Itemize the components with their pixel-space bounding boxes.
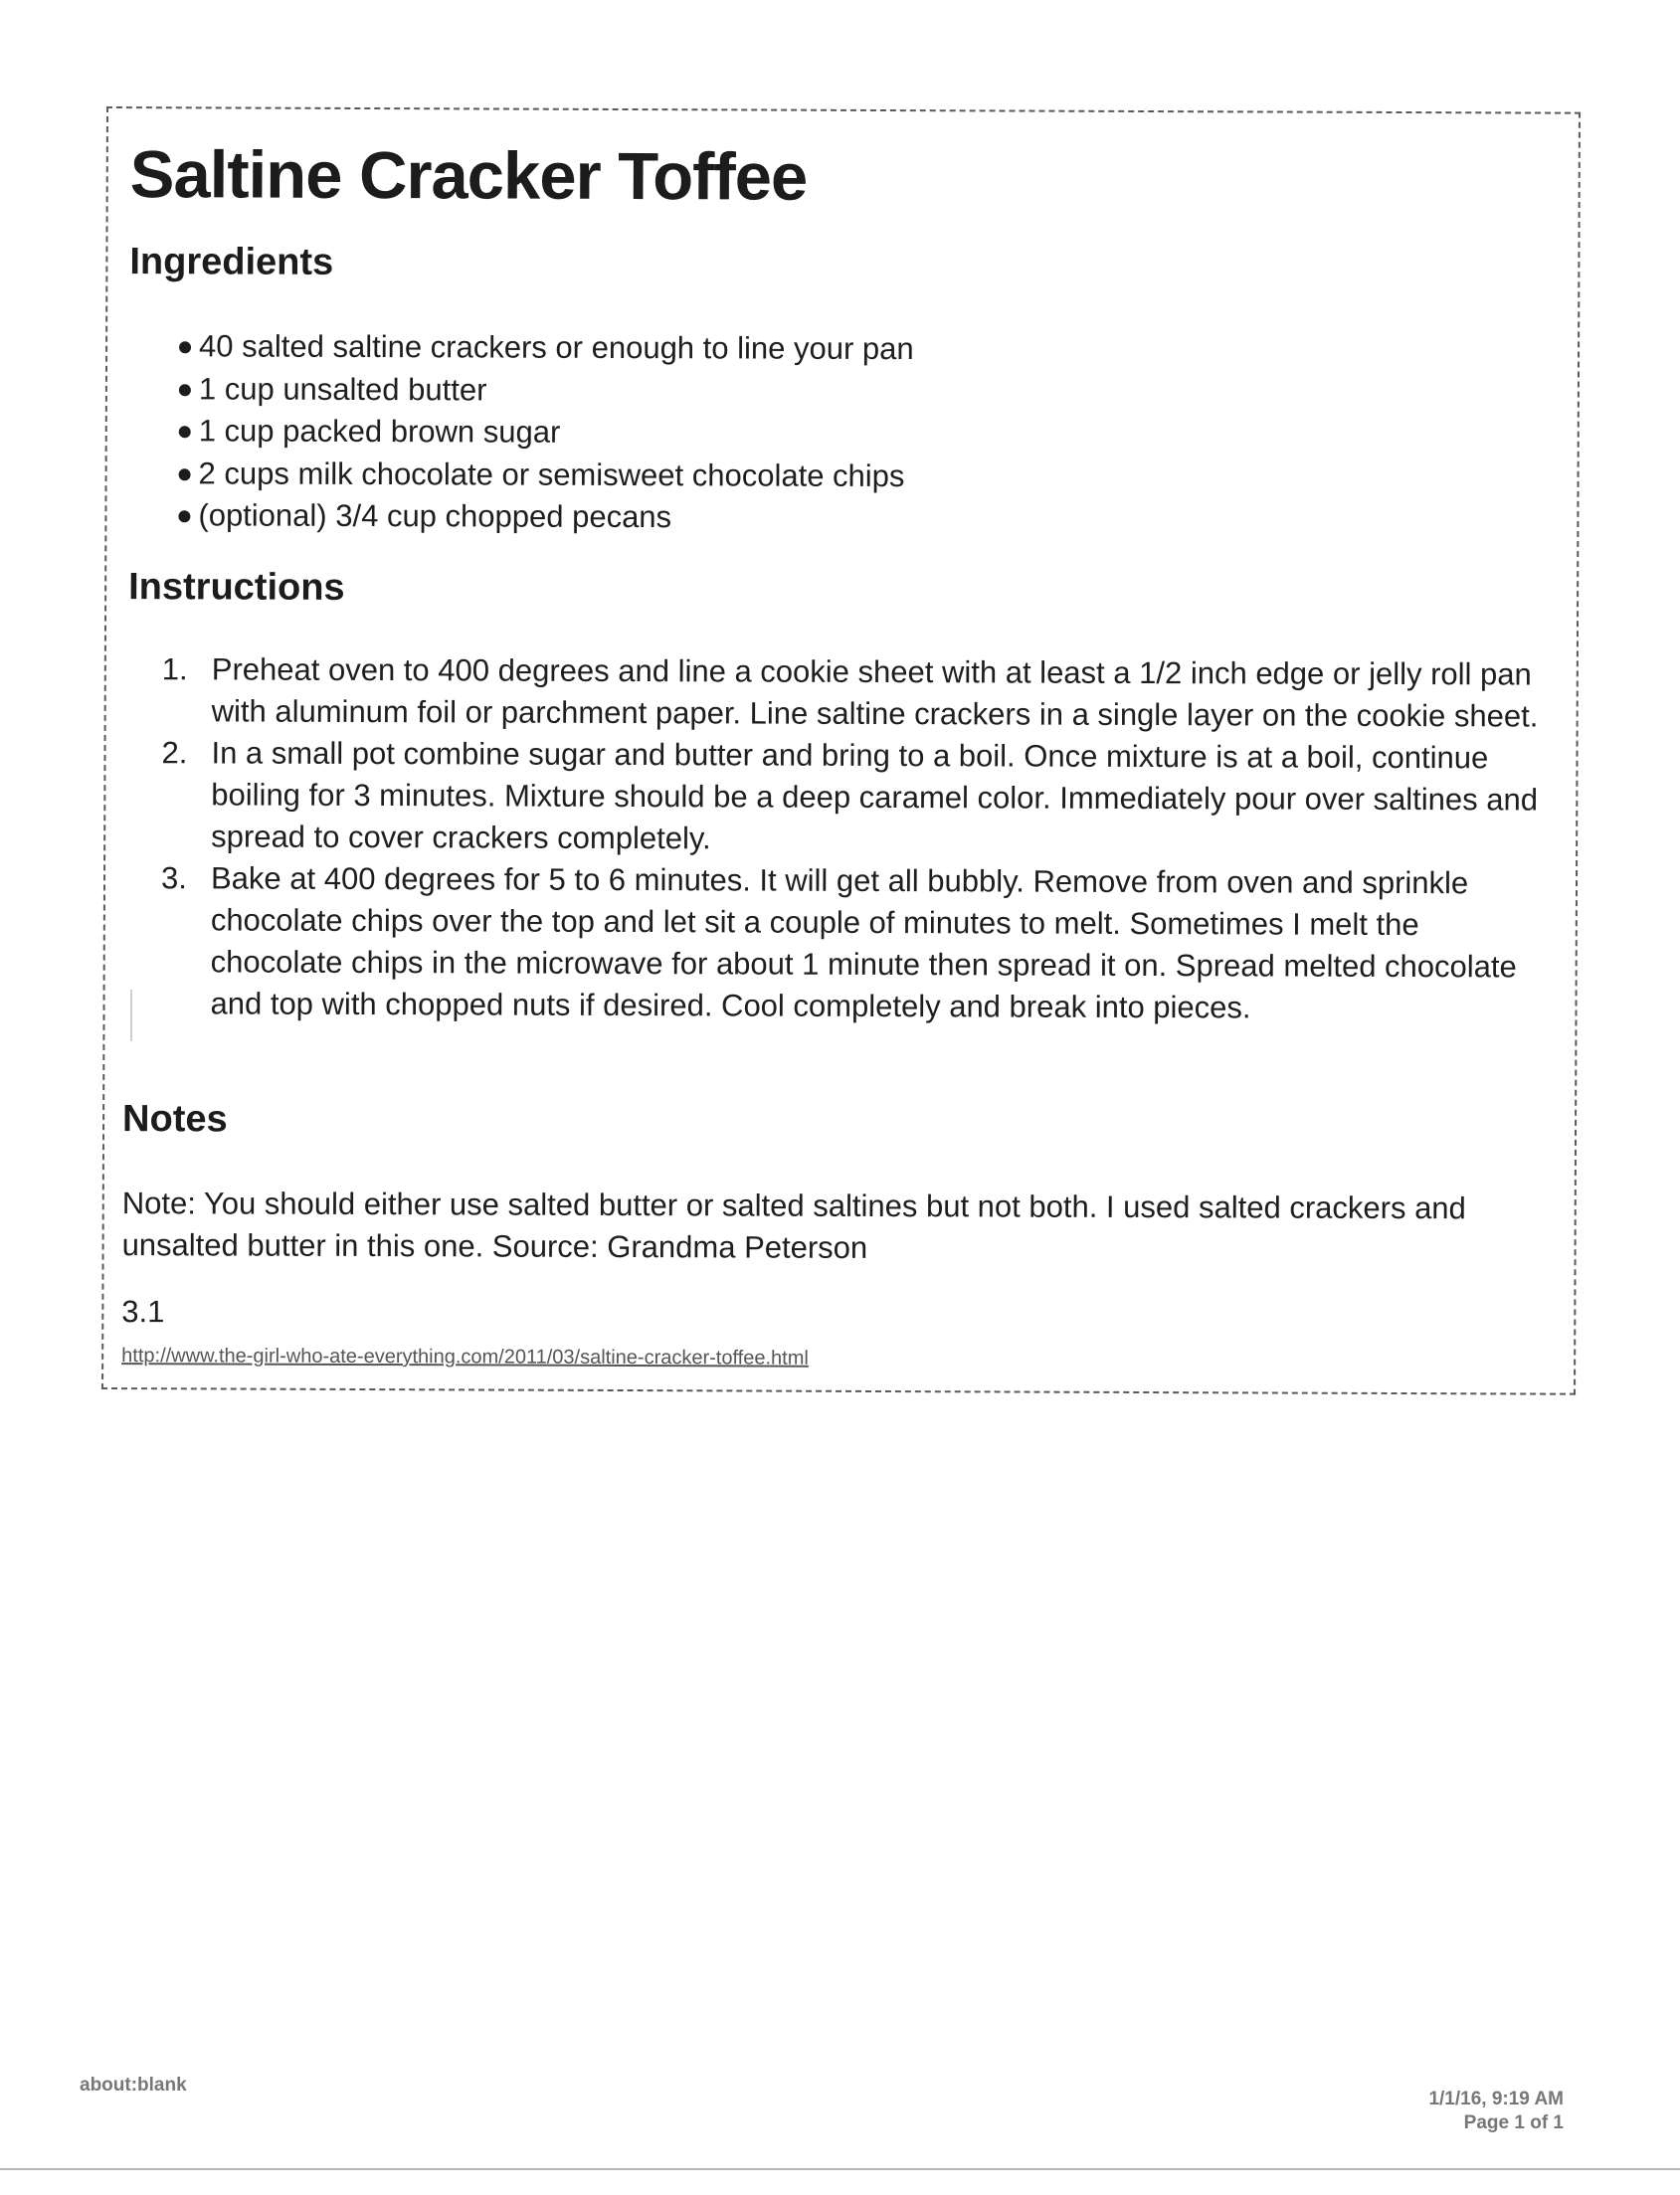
- ingredient-item: 40 salted saltine crackers or enough to line your pan: [155, 325, 914, 370]
- instructions-heading: Instructions: [128, 566, 345, 609]
- notes-heading: Notes: [122, 1098, 228, 1141]
- bullet-icon: [179, 384, 191, 396]
- step-text: In a small pot combine sugar and butter and bring to a boil. Once mixture is at a boil, continue boiling for 3 minutes. Mixture should be a deep caramel color. Immediately pour over saltines and spread to cover crackers completely.: [211, 735, 1539, 856]
- scan-mark: [130, 990, 132, 1041]
- instruction-step: [153, 732, 1546, 862]
- source-link[interactable]: http://www.the-girl-who-ate-everything.com/2011/03/saltine-cracker-toffee.html: [121, 1345, 809, 1370]
- ingredient-item: 1 cup packed brown sugar: [155, 410, 914, 455]
- step-number: 3.: [160, 860, 187, 896]
- instruction-step: [154, 648, 1547, 737]
- footer-meta: [1428, 2088, 1564, 2135]
- recipe-title: Saltine Cracker Toffee: [129, 137, 808, 215]
- ingredient-item: 2 cups milk chocolate or semisweet chocolate chips: [155, 453, 914, 497]
- footer-page-number: Page 1 of 1: [1463, 2112, 1564, 2133]
- footer-datetime: 1/1/16, 9:19 AM: [1428, 2089, 1564, 2109]
- instruction-step: [152, 857, 1546, 1029]
- notes-text: Note: You should either use salted butter or salted saltines but not both. I used salted crackers and unsalted butter in this one. Source: Grandma Peterson: [121, 1186, 1466, 1265]
- instructions-list: [152, 648, 1546, 1029]
- step-number: 2.: [161, 735, 188, 771]
- bullet-icon: [179, 468, 191, 480]
- ingredient-item: 1 cup unsalted butter: [155, 368, 914, 413]
- step-text: Preheat oven to 400 degrees and line a cookie sheet with at least a 1/2 inch edge or jelly roll pan with aluminum foil or parchment paper. Line saltine crackers in a single layer on the cookie sheet.: [211, 651, 1539, 734]
- ingredients-list: [154, 325, 913, 539]
- bullet-icon: [178, 510, 190, 522]
- recipe-card: [101, 106, 1581, 1395]
- bullet-icon: [179, 426, 191, 438]
- footer-location: about:blank: [80, 2075, 187, 2096]
- bullet-icon: [179, 341, 191, 353]
- ingredient-item: (optional) 3/4 cup chopped pecans: [154, 494, 913, 539]
- page-edge-rule: [0, 2168, 1680, 2170]
- recipe-version: 3.1: [121, 1294, 165, 1330]
- ingredients-heading: Ingredients: [129, 241, 334, 283]
- step-text: Bake at 400 degrees for 5 to 6 minutes. It will get all bubbly. Remove from oven and sprinkle chocolate chips over the top and let sit a couple of minutes to melt. Sometimes I melt the chocolate chips in the microwave for about 1 minute then spread it on. Spread melted chocolate and top with chopped nuts if desired. Cool completely and break into pieces.: [210, 860, 1517, 1025]
- step-number: 1.: [161, 651, 188, 687]
